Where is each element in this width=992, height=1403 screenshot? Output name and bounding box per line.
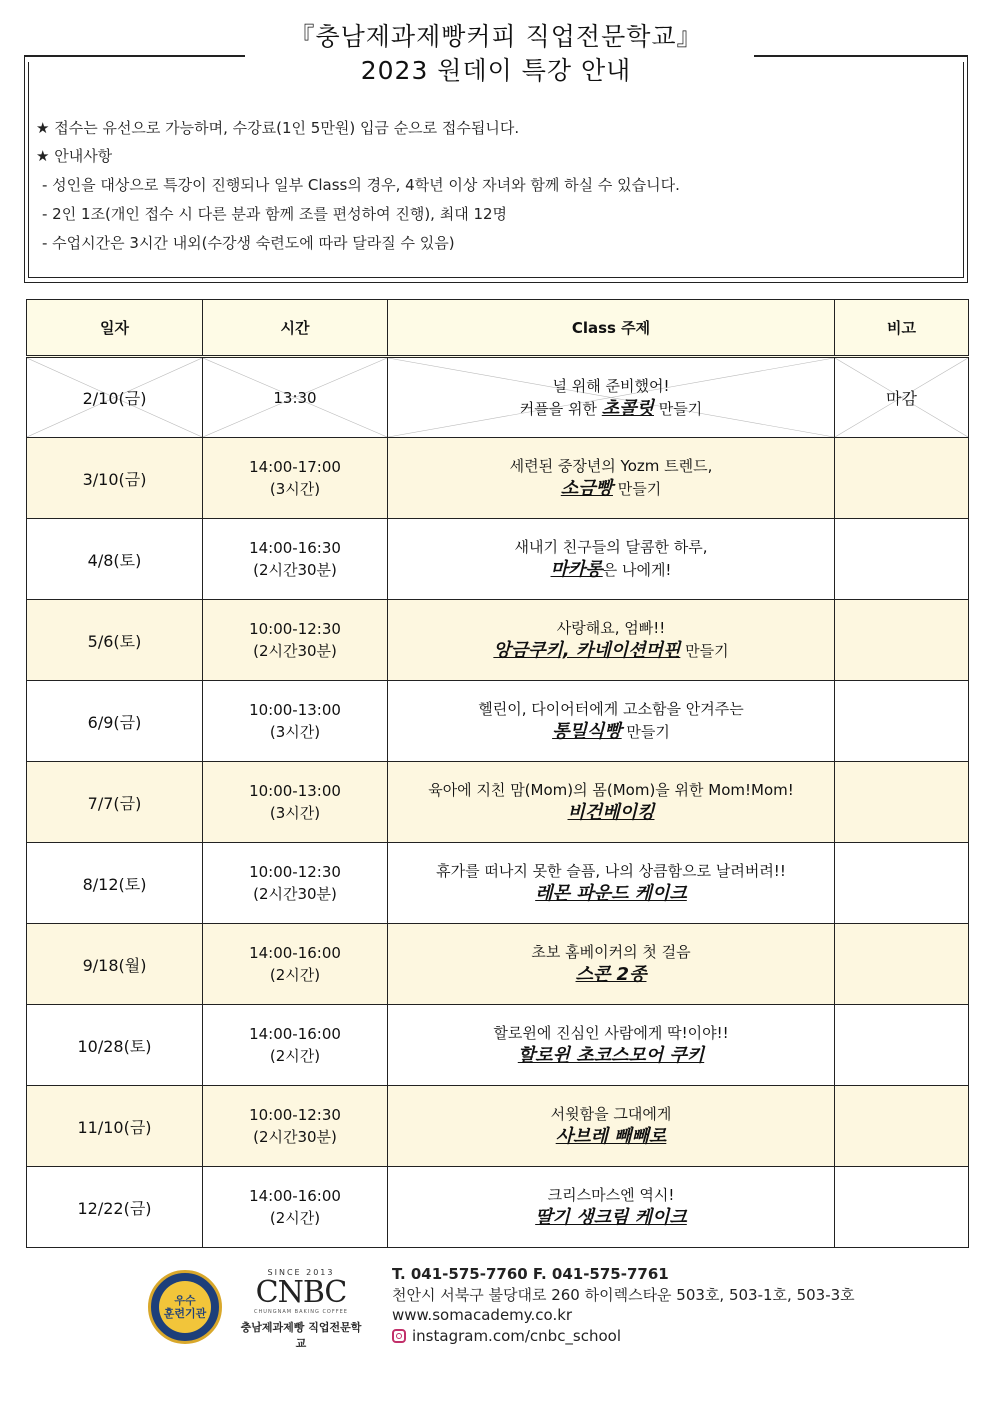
column-header-note: 비고 xyxy=(835,300,969,357)
time-duration: (3시간) xyxy=(269,480,321,498)
time-range: 10:00-13:00 xyxy=(249,782,341,800)
time-duration: (3시간) xyxy=(269,723,321,741)
time-range: 14:00-16:30 xyxy=(249,539,341,557)
class-title-highlight: 마카롱 xyxy=(550,559,603,580)
cell-time xyxy=(203,519,388,600)
cell-time xyxy=(203,762,388,843)
cell-time xyxy=(203,924,388,1005)
class-subtitle: 사랑해요, 엄빠!! xyxy=(556,619,666,637)
cell-date xyxy=(27,924,203,1005)
time-range: 13:30 xyxy=(273,388,317,407)
date-text: 4/8(토) xyxy=(87,550,142,570)
date-text: 2/10(금) xyxy=(82,389,147,408)
instagram-link[interactable] xyxy=(392,1326,621,1346)
cell-date xyxy=(27,762,203,843)
class-title-highlight: 스콘 2종 xyxy=(575,964,647,985)
time-duration: (2시간30분) xyxy=(253,561,337,579)
table-row xyxy=(27,1086,969,1167)
cell-date xyxy=(27,600,203,681)
class-title-highlight: 레몬 파운드 케이크 xyxy=(535,883,687,904)
phone-fax: T. 041-575-7760 F. 041-575-7761 xyxy=(392,1265,669,1283)
cell-note xyxy=(835,762,969,843)
cell-date xyxy=(27,357,203,438)
class-subtitle: 크리스마스엔 역시! xyxy=(547,1186,675,1204)
cell-class xyxy=(388,1167,835,1248)
time-duration: (2시간) xyxy=(269,1047,321,1065)
date-text: 5/6(토) xyxy=(87,631,142,651)
class-title-highlight: 사브레 빼빼로 xyxy=(555,1126,667,1147)
cell-time xyxy=(203,1005,388,1086)
notice-line: - 수업시간은 3시간 내외(수강생 숙련도에 따라 달라질 수 있음) xyxy=(42,234,455,252)
cell-time xyxy=(203,357,388,438)
date-text: 7/7(금) xyxy=(87,793,142,813)
cell-note xyxy=(835,681,969,762)
class-subtitle: 헬린이, 다이어터에게 고소함을 안겨주는 xyxy=(478,700,744,718)
table-row xyxy=(27,681,969,762)
cell-date xyxy=(27,681,203,762)
class-title xyxy=(388,801,834,825)
time-duration: (2시간30분) xyxy=(253,885,337,903)
time-duration: (3시간) xyxy=(269,804,321,822)
class-title-highlight: 할로윈 초코스모어 쿠키 xyxy=(517,1045,705,1066)
cell-time xyxy=(203,1086,388,1167)
cell-date xyxy=(27,1086,203,1167)
time-range: 10:00-13:00 xyxy=(249,701,341,719)
note-text: 마감 xyxy=(886,389,917,408)
time-range: 14:00-16:00 xyxy=(249,944,341,962)
class-title-prefix: 커플을 위한 xyxy=(519,399,602,418)
class-title-highlight: 비건베이킹 xyxy=(567,802,655,823)
class-title-highlight: 통밀식빵 xyxy=(552,721,622,742)
column-header-class: Class 주제 xyxy=(388,300,835,357)
cell-time xyxy=(203,681,388,762)
table-row xyxy=(27,924,969,1005)
table-header-row xyxy=(27,300,969,357)
date-text: 12/22(금) xyxy=(77,1198,152,1218)
cell-note xyxy=(835,519,969,600)
class-title-highlight: 딸기 생크림 케이크 xyxy=(535,1207,687,1228)
document-subtitle: 2023 원데이 특강 안내 xyxy=(360,56,632,85)
cell-class xyxy=(388,1086,835,1167)
cell-class xyxy=(388,762,835,843)
date-text: 6/9(금) xyxy=(87,712,142,732)
cell-class xyxy=(388,519,835,600)
time-duration: (2시간) xyxy=(269,966,321,984)
class-title-suffix: 만들기 xyxy=(680,642,729,660)
cell-time xyxy=(203,438,388,519)
notice-line: - 성인을 대상으로 특강이 진행되나 일부 Class의 경우, 4학년 이상 자녀와 함께 하실 수 있습니다. xyxy=(42,176,680,194)
class-title-suffix: 은 나에게! xyxy=(602,561,672,579)
date-text: 9/18(월) xyxy=(82,955,147,975)
table-row xyxy=(27,357,969,438)
excellence-badge xyxy=(148,1270,222,1344)
time-range: 10:00-12:30 xyxy=(249,1106,341,1124)
time-duration: (2시간30분) xyxy=(253,642,337,660)
logo-subtitle: CHUNGNAM BAKING COFFEE xyxy=(254,1309,348,1315)
cell-note xyxy=(835,924,969,1005)
class-title-highlight: 초콜릿 xyxy=(601,397,654,419)
time-range: 14:00-17:00 xyxy=(249,458,341,476)
date-text: 3/10(금) xyxy=(82,469,147,489)
cell-date xyxy=(27,1005,203,1086)
column-header-time: 시간 xyxy=(203,300,388,357)
cell-time xyxy=(203,843,388,924)
cell-date xyxy=(27,843,203,924)
cell-class xyxy=(388,843,835,924)
class-title xyxy=(388,882,834,906)
cell-class xyxy=(388,438,835,519)
cell-note xyxy=(835,600,969,681)
cell-note xyxy=(835,438,969,519)
table-row xyxy=(27,843,969,924)
logo-school-name: 충남제과제빵 직업전문학교 xyxy=(240,1321,362,1350)
time-duration: (2시간) xyxy=(269,1209,321,1227)
class-title xyxy=(388,1206,834,1230)
class-title xyxy=(388,1044,834,1068)
cell-class xyxy=(388,681,835,762)
cnbc-logo xyxy=(236,1268,366,1350)
cell-date xyxy=(27,1167,203,1248)
cell-note xyxy=(835,1005,969,1086)
class-title-highlight: 소금빵 xyxy=(560,478,613,499)
class-title xyxy=(388,558,834,582)
website-link[interactable]: www.somacademy.co.kr xyxy=(392,1306,573,1324)
class-subtitle: 세련된 중장년의 Yozm 트렌드, xyxy=(509,457,713,475)
cell-note xyxy=(835,1167,969,1248)
class-title xyxy=(388,639,834,663)
schedule-table xyxy=(26,299,969,1248)
table-row xyxy=(27,519,969,600)
logo-name: CNBC xyxy=(255,1275,347,1310)
class-title xyxy=(388,1125,834,1149)
cell-date xyxy=(27,438,203,519)
cell-time xyxy=(203,600,388,681)
time-duration: (2시간30분) xyxy=(253,1128,337,1146)
table-row xyxy=(27,600,969,681)
cell-class xyxy=(388,357,835,438)
date-text: 11/10(금) xyxy=(77,1117,152,1137)
class-title xyxy=(388,720,834,744)
cell-date xyxy=(27,519,203,600)
notice-line: ★ 안내사항 xyxy=(36,147,113,165)
time-range: 10:00-12:30 xyxy=(249,620,341,638)
notice-line: - 2인 1조(개인 접수 시 다른 분과 함께 조를 편성하여 진행), 최대 12명 xyxy=(42,205,508,223)
class-title xyxy=(388,963,834,987)
date-text: 8/12(토) xyxy=(82,874,147,894)
column-header-date: 일자 xyxy=(27,300,203,357)
class-subtitle: 새내기 친구들의 달콤한 하루, xyxy=(514,538,708,556)
logo-since: SINCE 2013 xyxy=(267,1268,335,1277)
cell-note xyxy=(835,843,969,924)
notice-line: ★ 접수는 유선으로 가능하며, 수강료(1인 5만원) 입금 순으로 접수됩니다. xyxy=(36,119,520,137)
cell-time xyxy=(203,1167,388,1248)
address: 천안시 서북구 불당대로 260 하이렉스타운 503호, 503-1호, 503-3호 xyxy=(392,1286,855,1304)
badge-text: 훈련기관 xyxy=(163,1307,207,1320)
time-range: 14:00-16:00 xyxy=(249,1025,341,1043)
class-subtitle: 할로윈에 진심인 사람에게 딱!이야!! xyxy=(493,1024,729,1042)
instagram-icon xyxy=(392,1329,406,1343)
class-subtitle: 휴가를 떠나지 못한 슬픔, 나의 상큼함으로 날려버려!! xyxy=(436,862,786,880)
table-row xyxy=(27,762,969,843)
class-subtitle: 서윗함을 그대에게 xyxy=(550,1105,672,1123)
class-title-suffix: 만들기 xyxy=(612,480,662,498)
class-title-suffix: 만들기 xyxy=(621,723,670,741)
time-range: 10:00-12:30 xyxy=(249,863,341,881)
class-subtitle: 초보 홈베이커의 첫 걸음 xyxy=(531,943,691,961)
class-title-highlight: 앙금쿠키, 카네이션머핀 xyxy=(493,640,681,661)
date-text: 10/28(토) xyxy=(77,1036,152,1056)
document-title: 『충남제과제빵커피 직업전문학교』 xyxy=(289,22,703,51)
cell-note xyxy=(835,1086,969,1167)
instagram-handle: instagram.com/cnbc_school xyxy=(412,1327,622,1345)
class-subtitle: 널 위해 준비했어! xyxy=(552,376,670,395)
badge-text: 우수 xyxy=(174,1294,196,1307)
class-title xyxy=(388,477,834,501)
class-title-suffix: 만들기 xyxy=(653,399,703,418)
cell-class xyxy=(388,924,835,1005)
class-subtitle: 육아에 지친 맘(Mom)의 몸(Mom)을 위한 Mom!Mom! xyxy=(428,781,794,799)
cell-class xyxy=(388,600,835,681)
cell-class xyxy=(388,1005,835,1086)
class-title xyxy=(388,397,834,421)
table-row xyxy=(27,1005,969,1086)
time-range: 14:00-16:00 xyxy=(249,1187,341,1205)
table-row xyxy=(27,438,969,519)
table-row xyxy=(27,1167,969,1248)
cell-note xyxy=(835,357,969,438)
